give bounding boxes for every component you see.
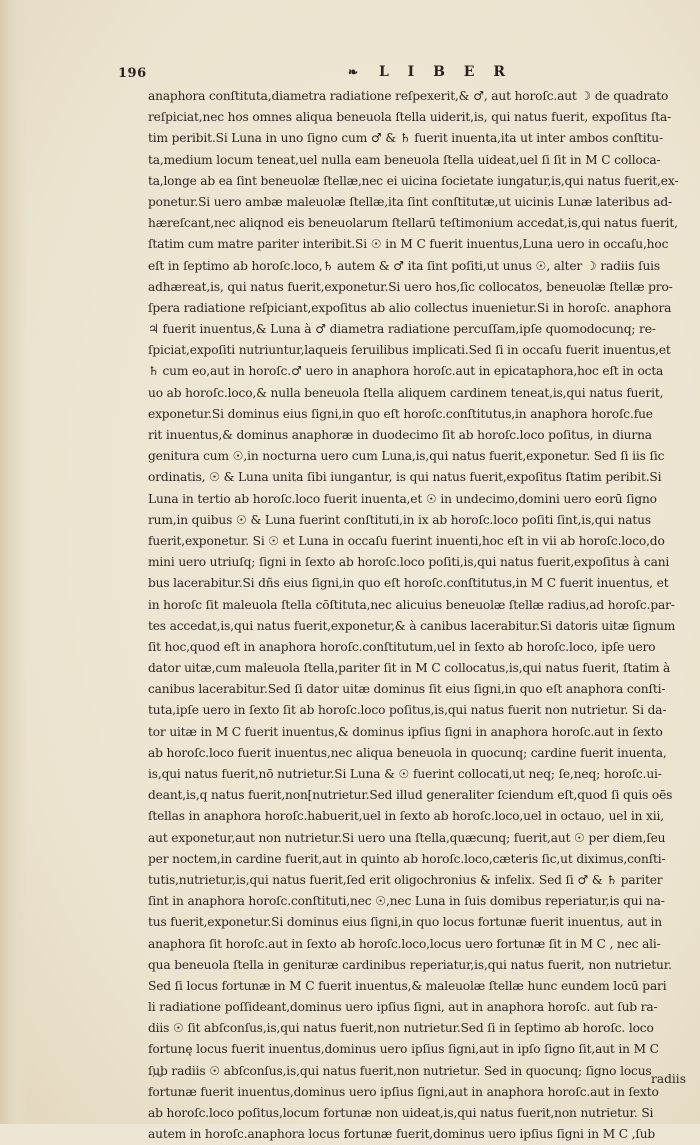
text-line: tes accedat,is,qui natus fuerit,exponetur,& à canibus lacerabitur.Si datoris uitæ ſignum <box>148 618 676 633</box>
text-line: is,qui natus fuerit,nō nutrietur.Si Luna & ☉ fuerint collocati,ut neq; ſe,neq; horoſc.ui‐ <box>148 767 662 781</box>
text-line: ſub radiis ☉ abſconſus,is,qui natus fuerit,non nutrietur. Sed in quocunq; ſigno locus <box>148 1063 652 1078</box>
text-line: Sed ſi locus fortunæ in M C fuerit inuentus,& maleuolæ ſtellæ hunc eundem locū pari <box>148 978 667 993</box>
catchword: radiis <box>651 1072 686 1086</box>
text-line: ta,longe ab ea ſint beneuolæ ſtellæ,nec ei uicina ſocietate iungatur,is,qui natus fuerit,ex‐ <box>148 173 679 188</box>
text-line: fortunę locus fuerit inuentus,dominus uero ipſius ſigni,aut in ipſo ſigno ſit,aut in M C <box>148 1042 659 1057</box>
body-text <box>148 86 678 1145</box>
text-line: tutis,nutrietur,is,qui natus fuerit,ſed erit oligochronius & infelix. Sed ſi ♂ & ♄ pariter <box>148 872 663 887</box>
text-line: eſt in ſeptimo ab horoſc.loco,♄ autem & ♂ ita ſint poſiti,ut unus ☉, alter ☽ radiis ſuis <box>148 258 661 273</box>
text-line: ab horoſc.loco poſitus,locum fortunæ non uideat,is,qui natus fuerit,non nutrietur. Si <box>148 1106 654 1120</box>
text-line: fortunæ fuerit inuentus,dominus uero ipſius ſigni,aut in anaphora horoſc.aut in ſexto <box>148 1084 659 1099</box>
text-line: Luna in tertio ab horoſc.loco fuerit inuenta,et ☉ in undecimo,domini uero eorū ſigno <box>148 491 657 506</box>
text-line: tus fuerit,exponetur.Si dominus eius ſigni,in quo locus fortunæ fuerit inuentus, aut in <box>148 915 662 930</box>
text-line: fuerit,exponetur. Si ☉ et Luna in occaſu fuerint inuenti,hoc eſt in vii ab horoſc.loco,do <box>148 533 665 548</box>
text-line: ſint in anaphora horoſc.conſtituti,nec ☉,nec Luna in ſuis domibus reperiatur,is qui na‐ <box>148 894 665 909</box>
text-line: bus lacerabitur.Si dñs eius ſigni,in quo eſt horoſc.conſtitutus,in M C fuerit inuentus, et <box>148 576 669 591</box>
text-line: qua beneuola ſtella in genituræ cardinibus reperiatur,is,qui natus fuerit, non nutrietur. <box>148 957 672 972</box>
running-head-title: L I B E R <box>378 64 512 80</box>
printer-mark-icon <box>152 1071 164 1079</box>
text-line: anaphora conſtituta,diametra radiatione reſpexerit,& ♂, aut horoſc.aut ☽ de quadrato <box>148 89 669 103</box>
page-number: 196 <box>118 66 147 81</box>
text-line: aut exponetur,aut non nutrietur.Si uero una ſtella,quæcunq; fuerit,aut ☉ per diem,ſeu <box>148 830 666 845</box>
text-line: reſpiciat,nec hos omnes aliqua beneuola ſtella uiderit,is, qui natus fuerit, expoſitus ſta‐ <box>148 110 672 125</box>
binding-gutter <box>0 0 28 1124</box>
text-line: autem in horoſc.anaphora locus fortunæ fuerit,dominus uero ipſius ſigni in M C ,ſub <box>148 1127 656 1142</box>
running-head <box>348 64 512 80</box>
text-line: ſpiciat,expoſiti nutriuntur,laqueis ſeruilibus implicati.Sed ſi in occaſu fuerit inuentus,et <box>148 343 671 358</box>
text-line: tor uitæ in M C fuerit inuentus,& dominus ipſius ſigni in anaphora horoſc.aut in ſexto <box>148 724 663 739</box>
text-line: tim peribit.Si Luna in uno ſigno cum ♂ & ♄ fuerit inuenta,ita ut inter ambos conſtitu‐ <box>148 131 663 146</box>
text-line: dator uitæ,cum maleuola ſtella,pariter ſit in M C collocatus,is,qui natus fuerit, ſtatim à <box>148 661 671 676</box>
text-line: ſtellas in anaphora horoſc.habuerit,uel in ſexto ab horoſc.loco,uel in octauo, uel in xii, <box>148 809 664 824</box>
text-line: per noctem,in cardine fuerit,aut in quinto ab horoſc.loco,cæteris ſic,ut diximus,conſti‐ <box>148 851 666 866</box>
text-line: ponetur.Si uero ambæ maleuolæ ſtellæ,ita ſint conſtitutæ,ut uicinis Lunæ lateribus ad‐ <box>148 194 672 209</box>
text-line: tuta,ipſe uero in ſexto ſit ab horoſc.loco poſitus,is,qui natus fuerit non nutrietur. Si da‐ <box>148 703 667 718</box>
text-line: deant,is,q natus fuerit,non[nutrietur.Sed illud generaliter ſciendum eſt,quod ſi quis oēs <box>148 788 673 803</box>
text-line: ſtatim cum matre pariter interibit.Si ☉ in M C fuerit inuentus,Luna uero in occaſu,hoc <box>148 237 669 252</box>
text-line: mini uero utriuſq; ſigni in ſexto ab horoſc.loco poſiti,is,qui natus fuerit,expoſitus à cani <box>148 555 670 570</box>
text-line: ♄ cum eo,aut in horoſc.♂ uero in anaphora horoſc.aut in epicataphora,hoc eſt in octa <box>148 364 664 379</box>
text-line: ſit hoc,quod eſt in anaphora horoſc.conſtitutum,uel in ſexto ab horoſc.loco, ipſe uero <box>148 639 656 654</box>
text-line: ordinatis, ☉ & Luna unita ſibi iungantur, is qui natus fuerit,expoſitus ſtatim peribit.Si <box>148 470 662 485</box>
text-line: ſpera radiatione reſpiciant,expoſitus ab alio collectus inuenietur.Si in horoſc. anaphora <box>148 300 672 315</box>
text-line: diis ☉ ſit abſconſus,is,qui natus fuerit,non nutrietur.Sed ſi in ſeptimo ab horoſc. loco <box>148 1021 654 1036</box>
text-line: adhæreat,is, qui natus fuerit,exponetur.Si uero hos,ſic collocatos, beneuolæ ſtellæ pro‐ <box>148 279 673 294</box>
text-line: exponetur.Si dominus eius ſigni,in quo eſt horoſc.conſtitutus,in anaphora horoſc.fue <box>148 406 653 421</box>
text-line: hæreſcant,nec aliqnod eis beneuolarum ſtellarū teſtimonium accedat,is,qui natus fuerit, <box>148 216 678 231</box>
text-line: in horoſc ſit maleuola ſtella cōſtituta,nec alicuius beneuolæ ſtellæ radius,ad horoſc.par‐ <box>148 597 675 612</box>
text-line: ♃ fuerit inuentus,& Luna à ♂ diametra radiatione percuſſam,ipſe quomodocunq; re‐ <box>148 322 656 337</box>
text-line: ta,medium locum teneat,uel nulla eam beneuola ſtella uideat,uel ſi ſit in M C colloca‐ <box>148 152 661 167</box>
text-line: li radiatione poſſideant,dominus uero ipſius ſigni, aut in anaphora horoſc. aut ſub ra‐ <box>148 1000 658 1015</box>
text-line: ab horoſc.loco fuerit inuentus,nec aliqua beneuola in quocunq; cardine fuerit inuenta, <box>148 745 667 760</box>
ornament-icon: ❧ <box>348 65 366 79</box>
text-line: anaphora ſit horoſc.aut in ſexto ab horoſc.loco,locus uero fortunæ ſit in M C , nec ali‐ <box>148 936 661 951</box>
text-line: rit inuentus,& dominus anaphoræ in duodecimo ſit ab horoſc.loco poſitus, in diurna <box>148 428 652 442</box>
text-line: rum,in quibus ☉ & Luna fuerint conſtituti,in ix ab horoſc.loco poſiti ſint,is,qui natus <box>148 512 651 527</box>
text-line: canibus lacerabitur.Sed ſi dator uitæ dominus ſit eius ſigni,in quo eſt anaphora conſti‐ <box>148 682 666 697</box>
text-line: genitura cum ☉,in nocturna uero cum Luna,is,qui natus fuerit,exponetur. Sed ſi iis ſic <box>148 449 665 464</box>
text-line: uo ab horoſc.loco,& nulla beneuola ſtella aliquem cardinem teneat,is,qui natus fuerit, <box>148 385 664 400</box>
